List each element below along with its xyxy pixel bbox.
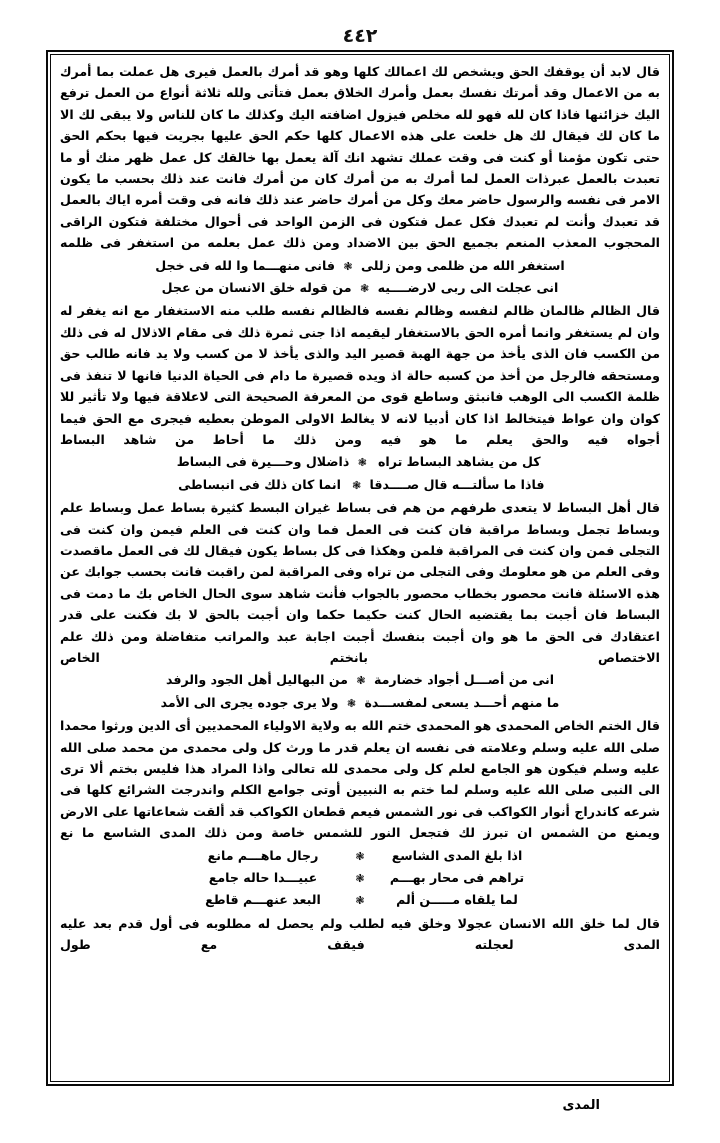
paragraph-block-3: قال أهل البساط لا يتعدى طرفهم من هم فى بساط غيران البسط كثيرة بساط عمل وبساط علم وبساط تجمل وبساط مراقبة فان كنت فى العمل فما وان كنت فى العلم فيمن وان كنت فى التجلى فمن وان كنت فى المراقبة فلمن وهكذا فى كل بساط يكون فيقال لك فى العمل ماقصدت وفى العلم من هو معلومك وفى التجلى من تراه وفى المراقبة لمن راقبت فانت بحسب جوابك عن هذه الاسئلة فانت محصور بخطاب محصور بالجواب فأنت شاهد سوى الحال الخاص بك ما دمت فى البساط فان أجبت بما يقتضيه الحال كنت حكيما حكما وان أجبت بالحق لا بك فكنت على قدر اعتقادك فى الحق ما هو وان أجبت بنفسك أجبت اجابة عبد والمراتب متفاضلة ومن ذلك علم الاختصاص بانختم الخاص [60, 500, 660, 665]
hemistich-left: من قوله خلق الانسان من عجل [161, 280, 352, 296]
verse-separator-icon: ❃ [343, 259, 353, 273]
verse-line [60, 451, 660, 473]
verse-block-1 [60, 255, 660, 300]
verse-separator-icon: ❃ [351, 478, 362, 492]
hemistich-right: انى من أصـــل أجواد خضارمة [373, 672, 555, 688]
hemistich-right: انى عجلت الى ربى لارضــــيه [377, 280, 559, 296]
verse-line [60, 277, 660, 299]
catchword: المدى [562, 1098, 600, 1113]
verse-line [60, 845, 660, 867]
hemistich-right: ما منهم أحـــد يسعى لمفســـدة [364, 694, 560, 710]
verse-separator-icon: ❃ [357, 456, 367, 470]
hemistich-left: انما كان ذلك فى انبساطى [178, 476, 341, 492]
paragraph-block-5: قال لما خلق الله الانسان عجولا وخلق فيه لطلب ولم يحصل له مطلوبه فى أول قدم بعد عليه المدى لعجلته فيقف مع طول [60, 915, 660, 953]
verse-line [60, 669, 660, 691]
verse-separator-icon: ❃ [355, 849, 365, 863]
paragraph-block-1: قال لابد أن يوقفك الحق ويشخص لك اعمالك كلها وهو قد أمرك بالعمل فيرى هل عملت بما أمرك به من الاعمال وقد أمرتك نفسك بعمل وأمرك الخلاق بعمل فتأتى ولله ثلاثة أنواع من العمل ترفع اليك خزائنها فاذا كان لله فهو لله مخلص فيزول اضافته اليك وكذلك ما كان للناس ولا يبقى لك الا ما كان لك فيقال لك هل خلعت على هذه الاعمال كلها حكم الحق عليها بجريت فيها بحكم الحق حتى تكون مؤمنا أو كنت فى وقت عملك تشهد انك آلة يعمل بها خالقك كل عمل ظهر منك أو ما تعبدت بالعمل عبرذات العمل لما أمرك به من أمرك كان من أمرك فانت عند ذلك بحسب ما يكون الامر فى نفسه والرسول حاضر معك وكل من أمرك حاضر عند ذلك فانه فى وقت أمره اياك بالعمل قد تعبدك وأنت لم تعبدك فكل عمل فتكون فى الزمن الواحد فى أحوال مختلفة فتكون الراقى المحجوب المعذب المنعم بجميع الحق بين الاضداد ومن ذلك عمل بعلمه من استغفر فى ظلمه [60, 64, 660, 251]
hemistich-right: اذا بلغ المدى الشاسع [391, 847, 523, 863]
hemistich-right: لما يلقاه مـــــن ألم [396, 892, 518, 908]
hemistich-left: عبيـــدا حاله جامع [208, 870, 318, 886]
paragraph-block-2: قال الظالم ظالمان ظالم لنفسه وظالم نفسه فالظالم نفسه طلب منه الاستغفار مع انه يغفر له وان لم يستغفر وانما أمره الحق بالاستغفار ليقيمه اذا جنى ثمرة ذلك فى مقام الاذلال له فى ذلك من الكسب فان الذى يأخذ من جهة الهبة قصير اليد والذى يأخذ لا من كسب ولا يد فانه طالب حق ومستحقه فالرجل من أخذ من كسبه حالة اذ ويده قصيرة ما دام فى الحياة الدنيا فانها لا تنفذ فى ظلمة الكسب الى الوهب فانبثق وساطع قوى من المعرفة الصحيحة التى لاعلاقة فيها ولا تأثير للا كوان وان عواط فيتخالط اذا كان أدبيا لانه لا يغالط الاولى الموطن بعطيه فيجرى مع الحق فيما أجواه فيه والحق يعلم ما هو فيه ومن ذلك ما أحاط من شاهد البساط [60, 303, 660, 447]
verse-block-2 [60, 451, 660, 496]
catchword-row [46, 1094, 674, 1113]
verse-separator-icon: ❃ [346, 696, 357, 710]
hemistich-left: البعد عنهـــم قاطع [205, 892, 321, 908]
verse-separator-icon: ❃ [359, 282, 370, 296]
hemistich-left: رجال ماهـــم مانع [207, 847, 319, 863]
verse-separator-icon: ❃ [355, 872, 365, 886]
verse-separator-icon: ❃ [355, 894, 365, 908]
verse-block-4 [60, 845, 660, 912]
page-header [0, 16, 720, 46]
verse-separator-icon: ❃ [356, 674, 366, 688]
verse-line [60, 889, 660, 911]
hemistich-right: فاذا ما سألتـــه قال صــــدقا [369, 476, 545, 492]
paragraph-block-4: قال الختم الخاص المحمدى هو المحمدى ختم الله به ولاية الاولياء المحمديين أى الدين ورثوا محمدا صلى الله عليه وسلم وعلامته فى نفسه ان يعلم قدر ما ورث كل ولى محمدى من محمد صلى الله عليه وسلم فيكون هو الجامع لعلم كل ولى محمدى لله تعالى واذا المراد هذا فليس بختم ألا ترى الى النبى صلى الله عليه وسلم لما ختم به النبيين أوتى جوامع الكلم واندرجت الشرائع كلها فى شرعه كاندراج أنوار الكواكب فى نور الشمس فيعم قطعان الكواكب قد ألقت شعاعاتها على الارض ويمنع من الشمس ان تبرز لك فتجعل النور للشمس خاصة ومن ذلك المدى الشاسع ما نع [60, 718, 660, 841]
hemistich-left: ولا يرى جوده يجرى الى الأمد [160, 694, 339, 710]
hemistich-left: فانى منهـــما وا لله فى خجل [155, 257, 336, 273]
verse-line [60, 867, 660, 889]
page-number: ٤٤٢ [342, 25, 378, 47]
hemistich-left: من البهاليل أهل الجود والرفد [165, 672, 348, 688]
verse-block-3 [60, 669, 660, 714]
verse-line [60, 255, 660, 277]
hemistich-right: تراهم فى محار بهـــم [389, 870, 525, 886]
hemistich-right: كل من يشاهد البساط تراه [377, 454, 541, 470]
text-frame-outer [46, 50, 674, 1086]
text-frame-inner [50, 54, 670, 1082]
verse-line [60, 692, 660, 714]
hemistich-right: استغفر الله من ظلمى ومن زللى [361, 257, 565, 273]
verse-line [60, 474, 660, 496]
hemistich-left: ذاضلال وحـــيرة فى البساط [176, 454, 350, 470]
